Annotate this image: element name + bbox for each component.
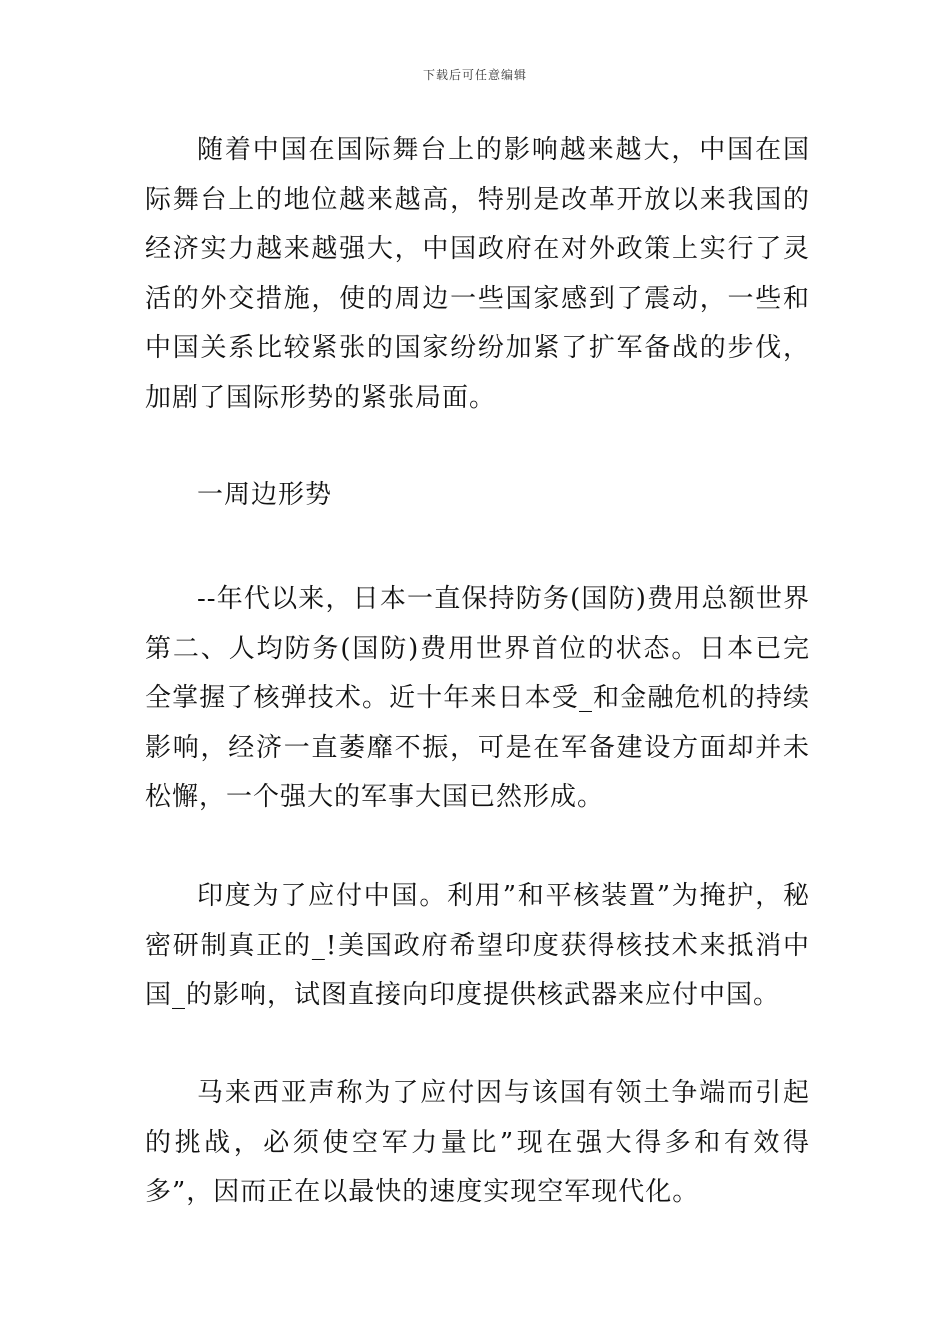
section-heading (145, 471, 810, 521)
paragraph-intro (145, 126, 810, 423)
paragraph-text: --年代以来，日本一直保持防务(国防)费用总额世界第二、人均防务(国防)费用世界首位的状态。日本已完全掌握了核弹技术。近十年来日本受_和金融危机的持续影响，经济一直萎靡不振，可是在军备建设方面却并未松懈，一个强大的军事大国已然形成。 (145, 584, 810, 812)
paragraph-text: 随着中国在国际舞台上的影响越来越大，中国在国际舞台上的地位越来越高，特别是改革开放以来我国的经济实力越来越强大，中国政府在对外政策上实行了灵活的外交措施，使的周边一些国家感到了震动，一些和中国关系比较紧张的国家纷纷加紧了扩军备战的步伐，加剧了国际形势的紧张局面。 (145, 135, 810, 413)
page-header: 下载后可任意编辑 (422, 68, 527, 82)
paragraph-text: 印度为了应付中国。利用”和平核装置”为掩护，秘密研制真正的_!美国政府希望印度获得核技术来抵消中国_的影响，试图直接向印度提供核武器来应付中国。 (145, 881, 810, 1010)
paragraph-malaysia (145, 1069, 810, 1218)
paragraph-japan (145, 575, 810, 823)
section-heading-text: 一周边形势 (197, 480, 333, 510)
paragraph-india (145, 872, 810, 1021)
paragraph-text: 马来西亚声称为了应付因与该国有领土争端而引起的挑战，必须使空军力量比”现在强大得多和有效得多”，因而正在以最快的速度实现空军现代化。 (145, 1078, 810, 1207)
